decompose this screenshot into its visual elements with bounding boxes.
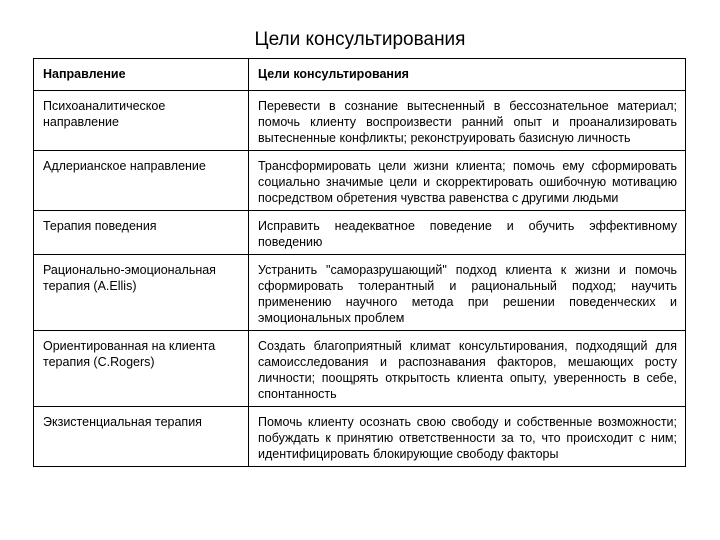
direction-cell: Рационально-эмоциональная терапия (A.Ellis) [34, 255, 249, 331]
table-row [34, 255, 686, 331]
counseling-goals-table [33, 58, 686, 467]
header-direction: Направление [34, 59, 249, 91]
direction-cell: Терапия поведения [34, 211, 249, 255]
direction-cell: Экзистенциальная терапия [34, 407, 249, 467]
goal-cell: Устранить "саморазрушающий" подход клиента к жизни и помочь сформировать толерантный и рациональный подход; научить применению научного метода при решении поведенческих и эмоциональных проблем [249, 255, 686, 331]
table-row [34, 331, 686, 407]
table-row [34, 211, 686, 255]
goal-cell: Трансформировать цели жизни клиента; помочь ему сформировать социально значимые цели и скорректировать ошибочную мотивацию посредством обретения чувства равенства с другими людьми [249, 151, 686, 211]
table-row [34, 407, 686, 467]
table-row [34, 151, 686, 211]
direction-cell: Ориентированная на клиента терапия (C.Rogers) [34, 331, 249, 407]
direction-cell: Адлерианское направление [34, 151, 249, 211]
goal-cell: Помочь клиенту осознать свою свободу и собственные возможности; побуждать к принятию ответственности за то, что происходит с ним; идентифицировать блокирующие свободу факторы [249, 407, 686, 467]
table-header-row [34, 59, 686, 91]
page-title: Цели консультирования [254, 29, 466, 50]
direction-cell: Психоаналитическое направление [34, 91, 249, 151]
goal-cell: Перевести в сознание вытесненный в бессознательное материал; помочь клиенту воспроизвести ранний опыт и проанализировать вытесненные конфликты; реконструировать базисную личность [249, 91, 686, 151]
table-row [34, 91, 686, 151]
goal-cell: Исправить неадекватное поведение и обучить эффективному поведению [249, 211, 686, 255]
goal-cell: Создать благоприятный климат консультирования, подходящий для самоисследования и распознавания факторов, мешающих росту личности; поощрять открытость клиента опыту, уверенность в себе, спонтанность [249, 331, 686, 407]
header-goals: Цели консультирования [249, 59, 686, 91]
